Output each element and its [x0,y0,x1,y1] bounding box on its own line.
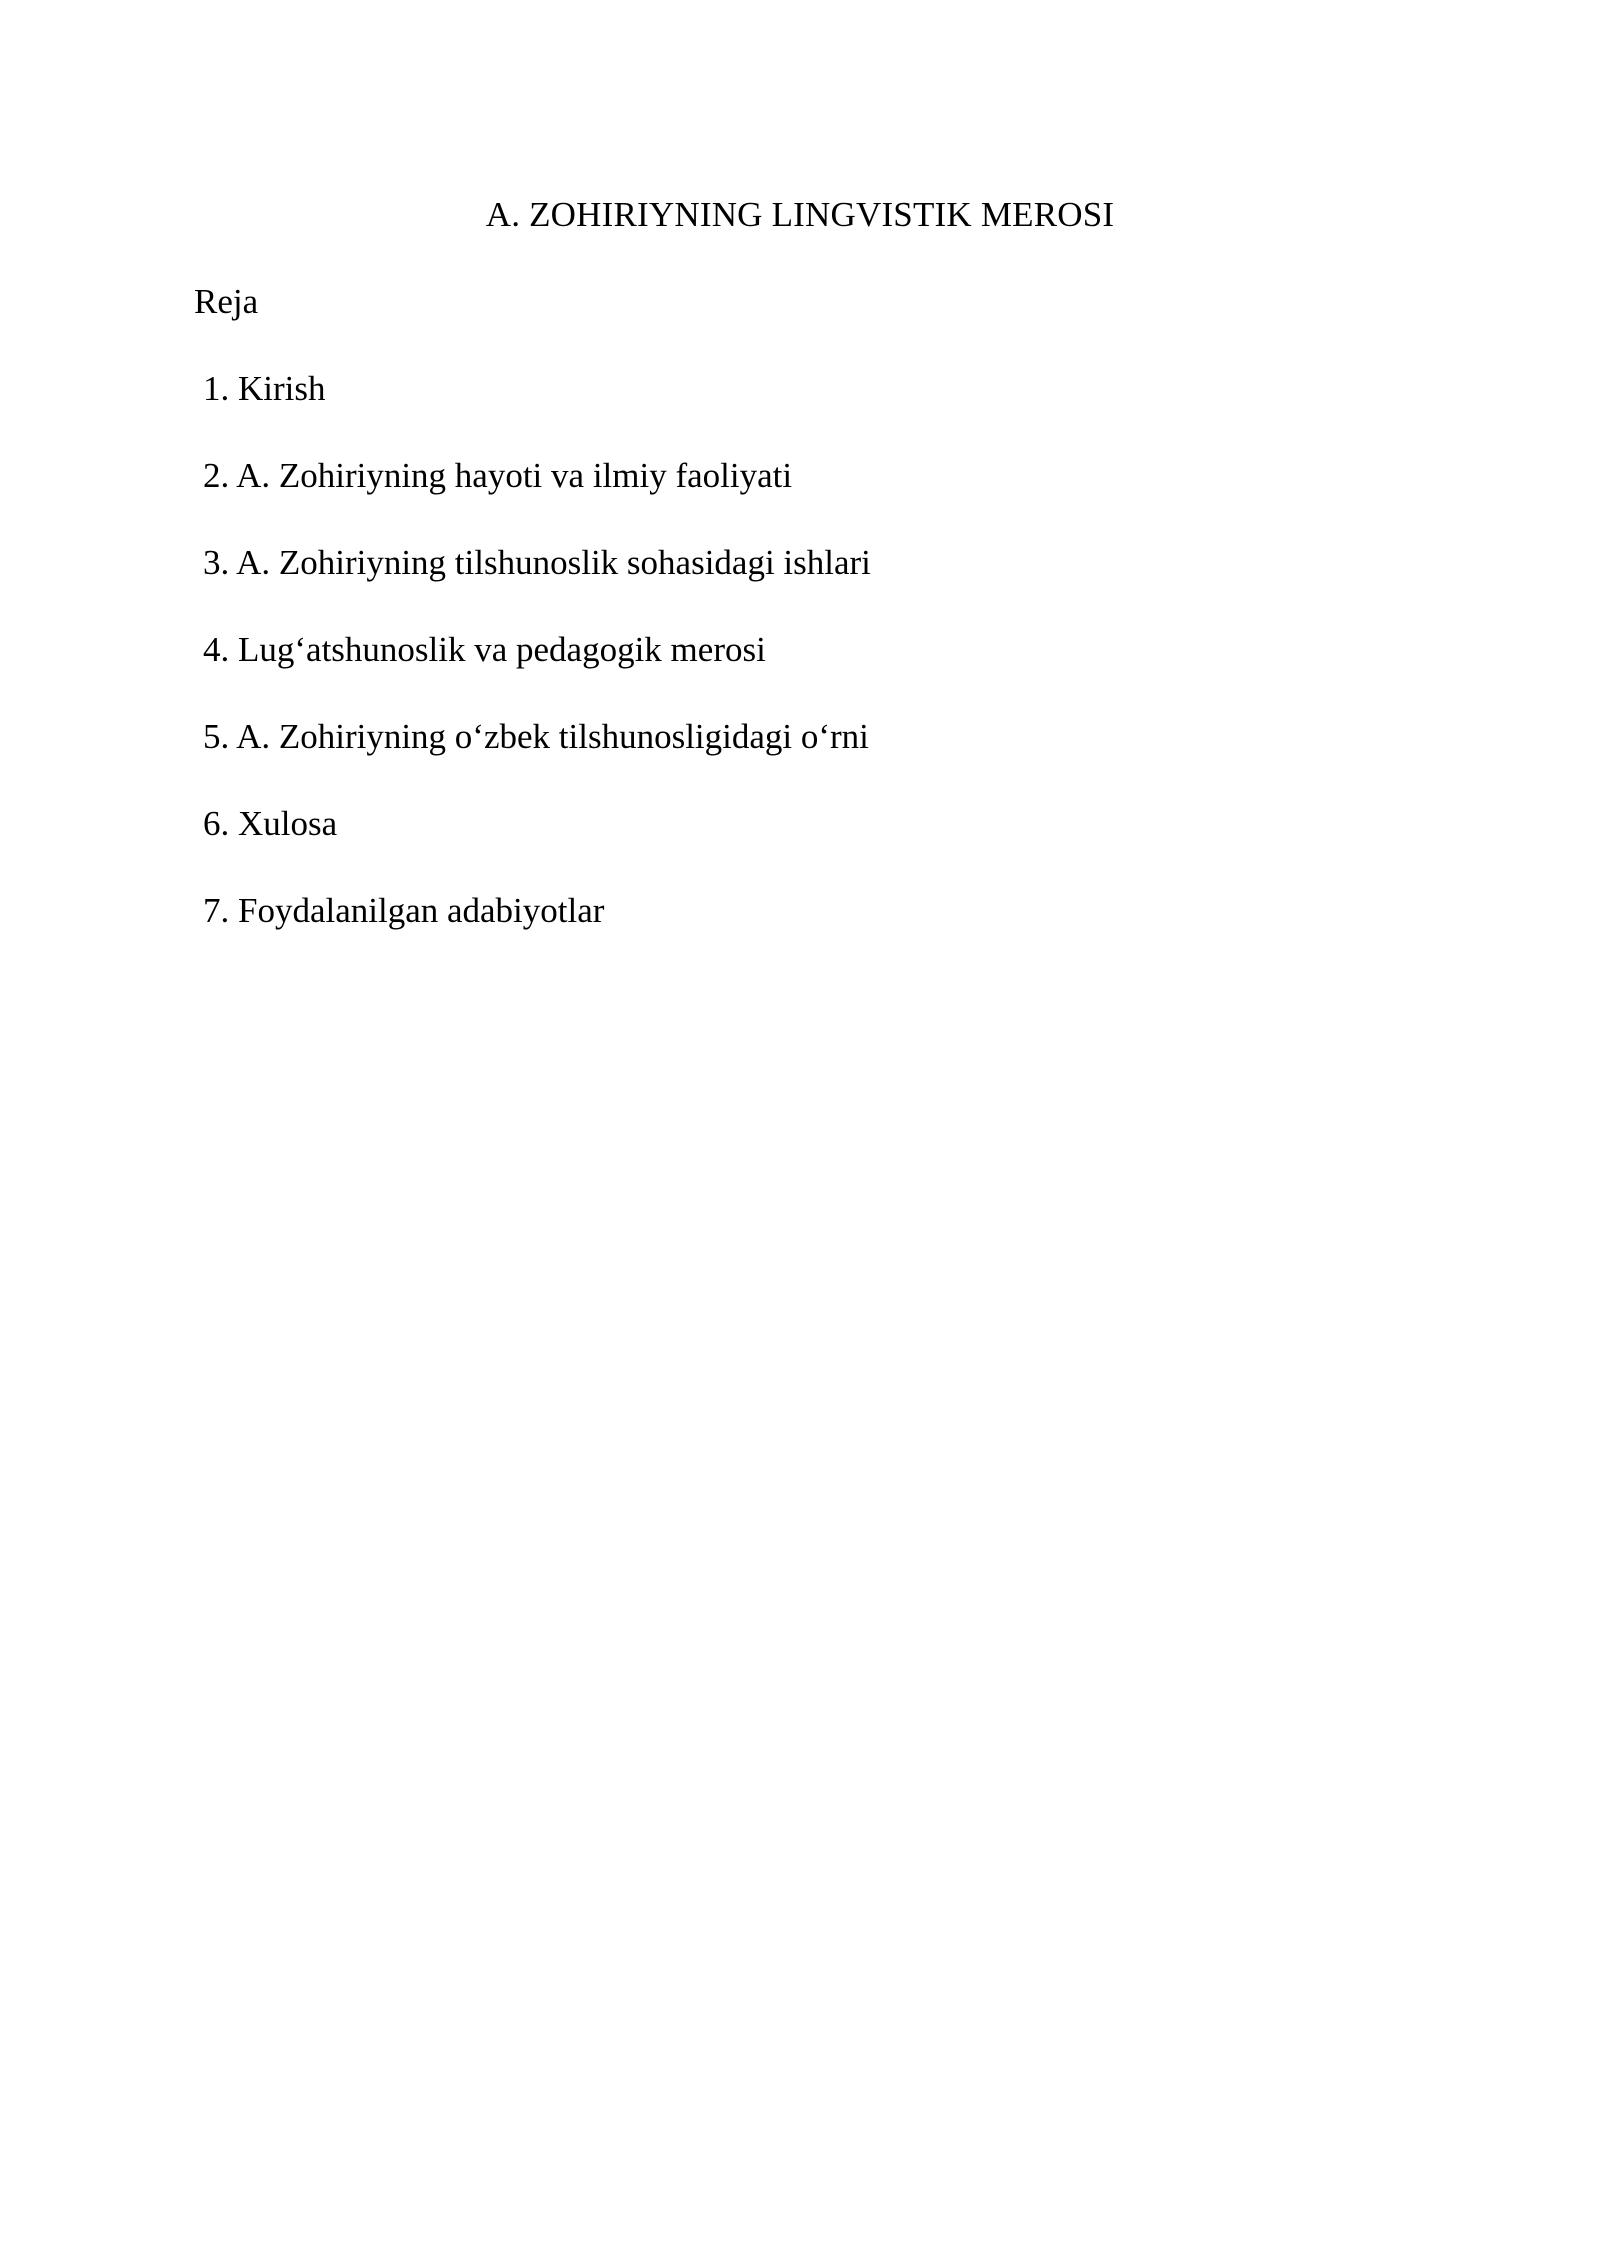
plan-item: 4. Lug‘atshunoslik va pedagogik merosi [203,630,766,669]
plan-item: 6. Xulosa [203,804,338,843]
plan-item: 1. Kirish [203,369,326,408]
plan-item: 2. A. Zohiriyning hayoti va ilmiy faoliyati [203,456,793,495]
plan-item: 7. Foydalanilgan adabiyotlar [203,891,605,930]
document-title: A. ZOHIRIYNING LINGVISTIK MEROSI [485,195,1115,234]
plan-item: 5. A. Zohiriyning o‘zbek tilshunosligidagi o‘rni [203,717,869,756]
plan-list [203,367,871,976]
plan-heading: Reja [194,282,259,321]
plan-item: 3. A. Zohiriyning tilshunoslik sohasidagi ishlari [203,543,871,582]
